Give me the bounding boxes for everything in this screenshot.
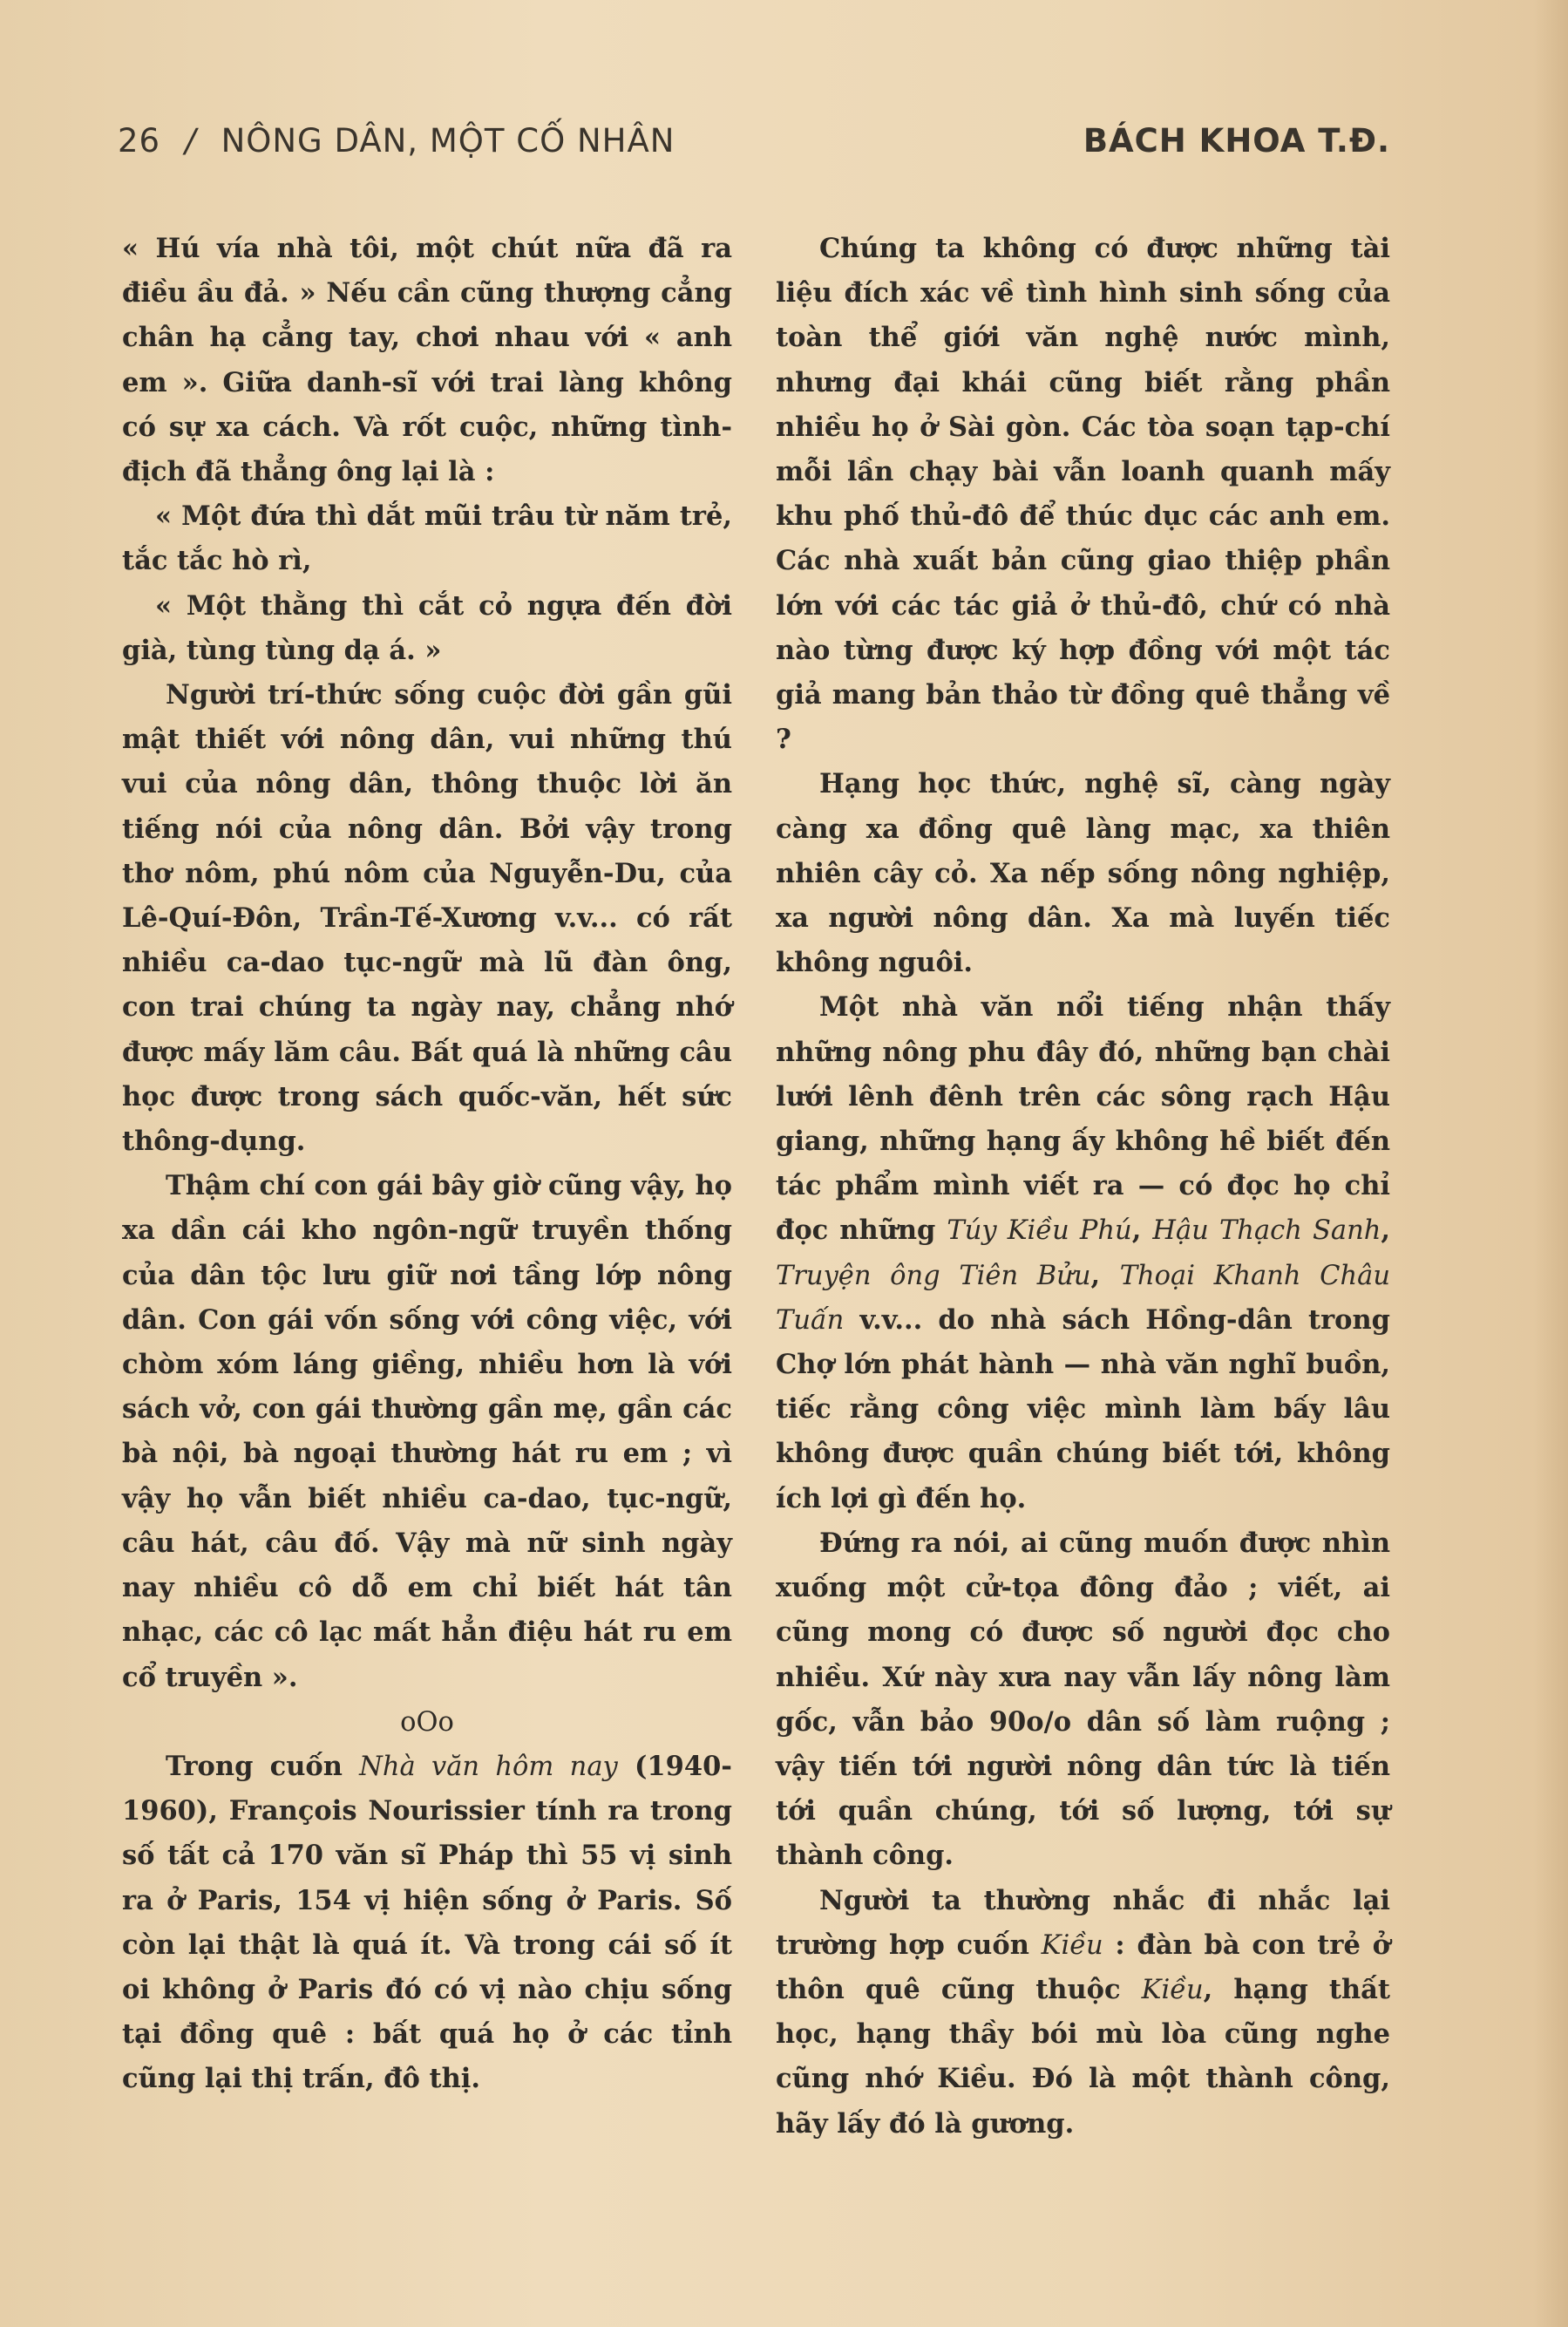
italic-title: Nhà văn hôm nay — [359, 1751, 618, 1782]
section-separator: oOo — [400, 1706, 454, 1738]
italic-title: Kiều — [1141, 1974, 1204, 2005]
paragraph-text: , — [1381, 1215, 1390, 1247]
quoted-verse: « Một đứa thì dắt mũi trâu từ năm trẻ, tắc tắc hò rì, — [122, 500, 732, 577]
publication-name: BÁCH KHOA T.Đ. — [1083, 122, 1390, 160]
italic-title: Kiều — [1041, 1929, 1103, 1961]
paragraph: Người trí-thức sống cuộc đời gần gũi mật thiết với nông dân, vui những thú vui của nông dân, thông thuộc lời ăn tiếng nói của nông dân. Bởi vậy trong thơ nôm, phú nôm của Nguyễn-Du, của Lê-Quí-Đôn, Trần-Tế-Xương v.v... có rất nhiều ca-dao tục-ngữ mà lũ đàn ông, con trai chúng ta ngày nay, chẳng nhớ được mấy lăm câu. Bất quá là những câu học được trong sách quốc-văn, hết sức thông-dụng. — [122, 679, 732, 1158]
paragraph: Thậm chí con gái bây giờ cũng vậy, họ xa dần cái kho ngôn-ngữ truyền thống của dân tộc lưu giữ nơi tầng lớp nông dân. Con gái vốn sống với công việc, với chòm xóm láng giềng, nhiều hơn là với sách vở, con gái thường gần mẹ, gần các bà nội, bà ngoại thường hát ru em ; vì vậy họ vẫn biết nhiều ca-dao, tục-ngữ, câu hát, câu đố. Vậy mà nữ sinh ngày nay nhiều cô dỗ em chỉ biết hát tân nhạc, các cô lạc mất hẳn điệu hát ru em cổ truyền ». — [122, 1170, 732, 1693]
page-number: 26 — [118, 122, 161, 160]
paragraph — [776, 1879, 1390, 2147]
paragraph-text: , — [1131, 1215, 1153, 1247]
paragraph — [776, 985, 1390, 1521]
paragraph: Đứng ra nói, ai cũng muốn được nhìn xuống một cử-tọa đông đảo ; viết, ai cũng mong có được số người đọc cho nhiều. Xứ này xưa nay vẫn lấy nông làm gốc, vẫn bảo 90o/o dân số làm ruộng ; vậy tiến tới người nông dân tức là tiến tới quần chúng, tới số lượng, tới sự thành công. — [776, 1527, 1390, 1872]
paragraph — [122, 1745, 732, 2102]
italic-title: Truyện ông Tiên Bửu — [776, 1260, 1091, 1291]
paragraph-text: Trong cuốn — [166, 1750, 360, 1782]
paragraph-text: Một nhà văn nổi tiếng nhận thấy những nông phu đây đó, những bạn chài lưới lênh đênh trên các sông rạch Hậu giang, những hạng ấy không hề biết đến tác phẩm mình viết ra — có đọc họ chỉ đọc những — [776, 991, 1390, 1247]
paragraph-text: : đàn bà con trẻ ở thôn quê cũng thuộc — [776, 1929, 1390, 2005]
left-column — [122, 227, 732, 2102]
paragraph-text: Người ta thường nhắc đi nhắc lại trường hợp cuốn — [776, 1884, 1390, 1961]
quoted-verse: « Một thằng thì cắt cỏ ngựa đến đời già, tùng tùng dạ á. » — [122, 589, 732, 666]
paragraph-text: v.v... do nhà sách Hồng-dân trong Chợ lớn phát hành — nhà văn nghĩ buồn, tiếc rằng công việc mình làm bấy lâu không được quần chúng biết tới, không ích lợi gì đến họ. — [776, 1303, 1390, 1514]
italic-title: Hậu Thạch Sanh — [1152, 1215, 1381, 1247]
italic-title: Túy Kiều Phú — [947, 1215, 1132, 1247]
italic-title: Thoại Khanh Châu Tuấn — [776, 1260, 1390, 1336]
header-left — [118, 122, 675, 160]
paragraph: « Hú vía nhà tôi, một chút nữa đã ra điều ầu đả. » Nếu cần cũng thượng cẳng chân hạ cẳng tay, chơi nhau với « anh em ». Giữa danh-sĩ với trai làng không có sự xa cách. Và rốt cuộc, những tình-địch đã thẳng ông lại là : — [122, 233, 732, 488]
header-separator: / — [185, 122, 197, 160]
paragraph-text: , hạng thất học, hạng thầy bói mù lòa cũng nghe cũng nhớ Kiều. Đó là một thành công, hãy lấy đó là gương. — [776, 1973, 1390, 2140]
page-edge-shadow — [1533, 0, 1568, 2327]
running-title: NÔNG DÂN, MỘT CỐ NHÂN — [221, 122, 675, 160]
paragraph-text: (1940-1960), François Nourissier tính ra trong số tất cả 170 văn sĩ Pháp thì 55 vị sinh ra ở Paris, 154 vị hiện sống ở Paris. Số còn lại thật là quá ít. Và trong cái số ít oi không ở Paris đó có vị nào chịu sống tại đồng quê : bất quá họ ở các tỉnh cũng lại thị trấn, đô thị. — [122, 1750, 732, 2095]
paragraph: Chúng ta không có được những tài liệu đích xác về tình hình sinh sống của toàn thể giới văn nghệ nước mình, nhưng đại khái cũng biết rằng phần nhiều họ ở Sài gòn. Các tòa soạn tạp-chí mỗi lần chạy bài vẫn loanh quanh mấy khu phố thủ-đô để thúc dục các anh em. Các nhà xuất bản cũng giao thiệp phần lớn với các tác giả ở thủ-đô, chứ có nhà nào từng được ký hợp đồng với một tác giả mang bản thảo từ đồng quê thẳng về ? — [776, 233, 1390, 756]
running-header — [118, 122, 1390, 174]
paragraph-text: , — [1090, 1259, 1120, 1291]
right-column — [776, 227, 1390, 2147]
paragraph: Hạng học thức, nghệ sĩ, càng ngày càng xa đồng quê làng mạc, xa thiên nhiên cây cỏ. Xa nếp sống nông nghiệp, xa người nông dân. Xa mà luyến tiếc không nguôi. — [776, 768, 1390, 979]
